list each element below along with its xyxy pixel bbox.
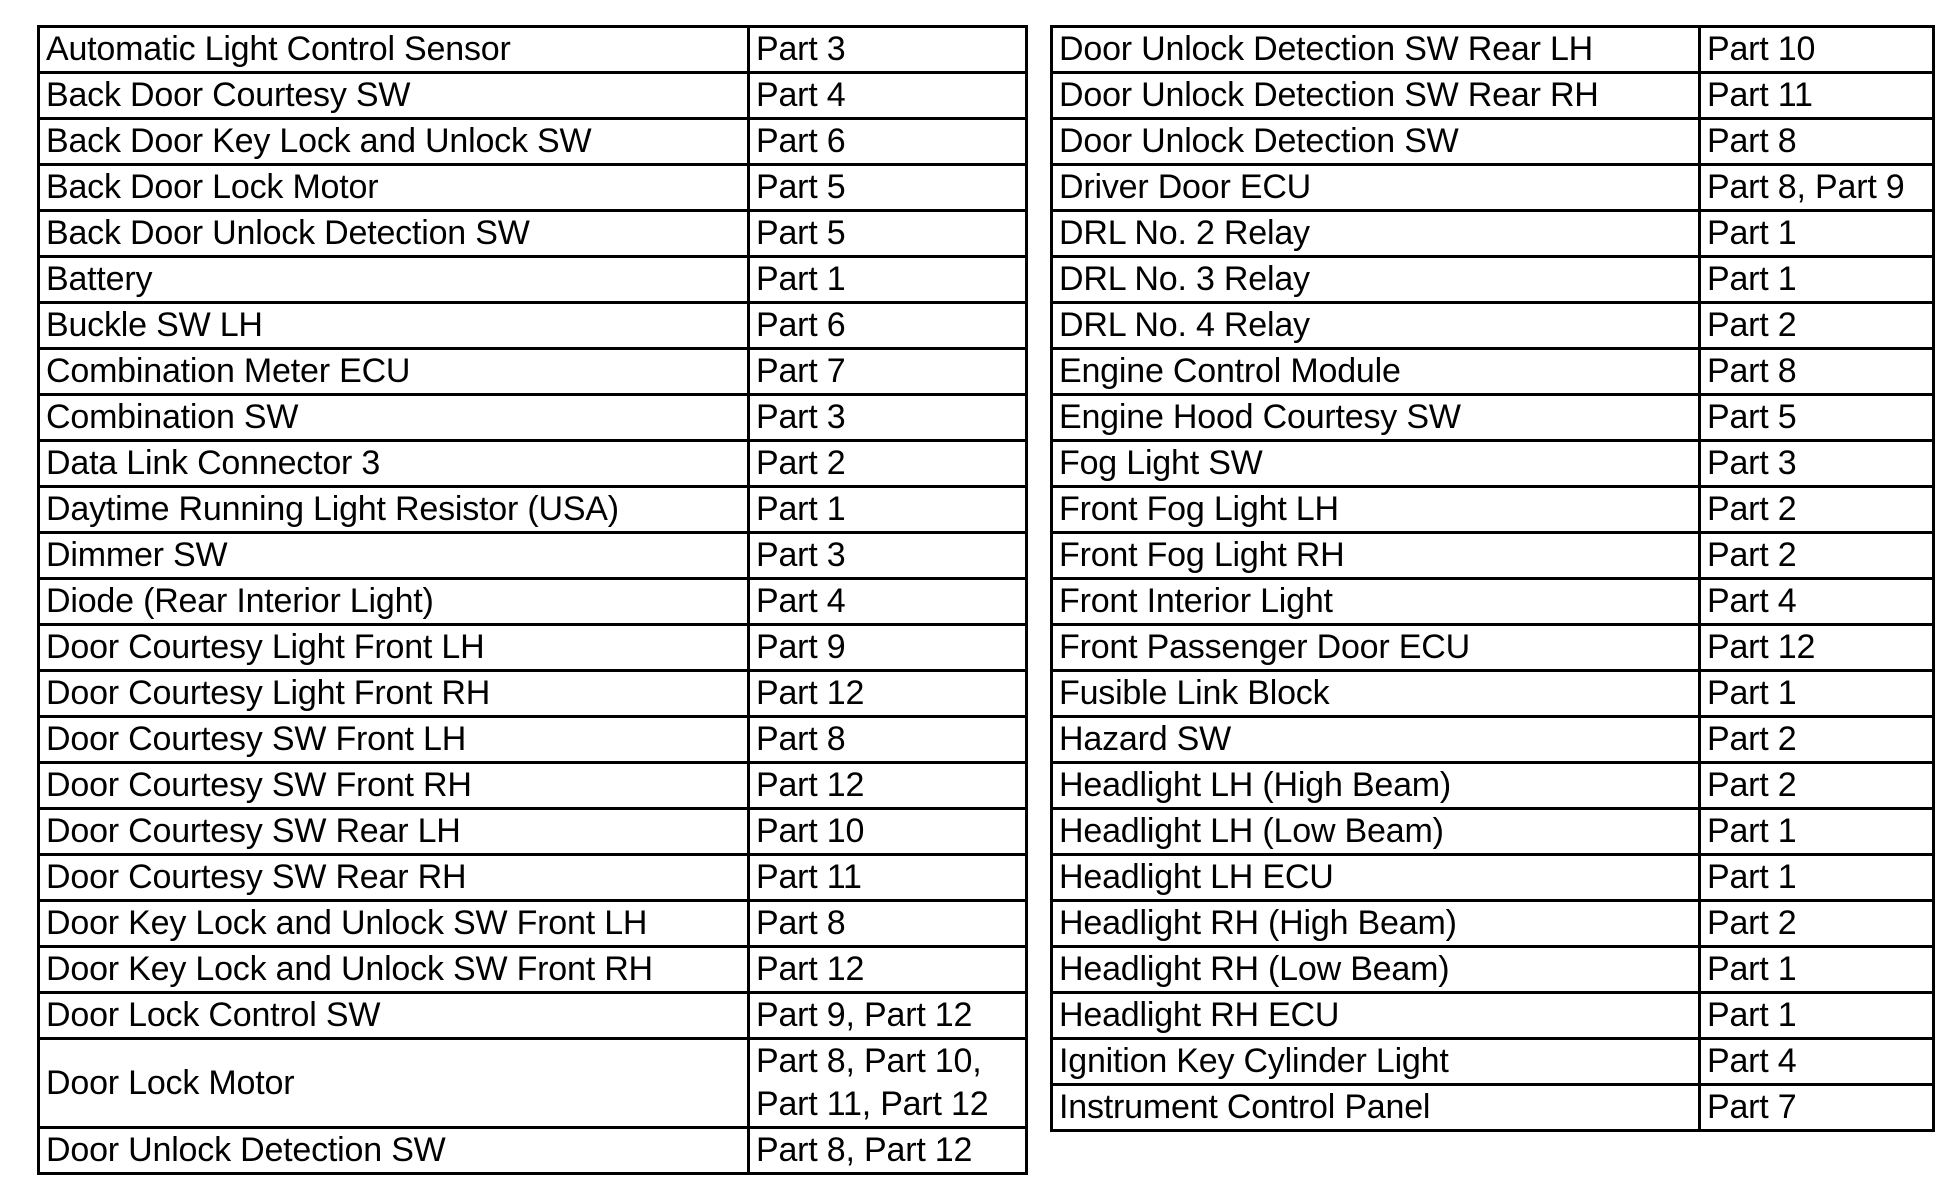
table-row — [39, 119, 1027, 165]
table-row — [39, 855, 1027, 901]
table-row — [39, 671, 1027, 717]
component-name-cell: Front Interior Light — [1052, 579, 1700, 625]
part-reference-cell: Part 8 — [1700, 119, 1934, 165]
component-name-cell: Diode (Rear Interior Light) — [39, 579, 749, 625]
component-name-cell: Headlight LH (Low Beam) — [1052, 809, 1700, 855]
table-row — [1052, 579, 1934, 625]
table-body-right — [1052, 27, 1934, 1131]
component-name-cell: Automatic Light Control Sensor — [39, 27, 749, 73]
part-reference-cell: Part 10 — [749, 809, 1027, 855]
part-reference-cell: Part 2 — [1700, 717, 1934, 763]
part-reference-cell: Part 10 — [1700, 27, 1934, 73]
table-row — [1052, 349, 1934, 395]
component-name-cell: Door Courtesy SW Rear RH — [39, 855, 749, 901]
table-row — [39, 395, 1027, 441]
component-name-cell: Headlight LH (High Beam) — [1052, 763, 1700, 809]
part-reference-cell: Part 11 — [1700, 73, 1934, 119]
table-row — [39, 27, 1027, 73]
table-row — [1052, 441, 1934, 487]
table-row — [39, 349, 1027, 395]
part-reference-cell: Part 1 — [1700, 211, 1934, 257]
component-name-cell: Driver Door ECU — [1052, 165, 1700, 211]
component-name-cell: Daytime Running Light Resistor (USA) — [39, 487, 749, 533]
component-name-cell: Data Link Connector 3 — [39, 441, 749, 487]
component-name-cell: Door Unlock Detection SW — [39, 1128, 749, 1174]
part-reference-cell: Part 5 — [1700, 395, 1934, 441]
component-name-cell: Front Fog Light RH — [1052, 533, 1700, 579]
component-name-cell: Door Unlock Detection SW Rear RH — [1052, 73, 1700, 119]
component-name-cell: Back Door Key Lock and Unlock SW — [39, 119, 749, 165]
component-name-cell: Door Unlock Detection SW — [1052, 119, 1700, 165]
component-name-cell: Back Door Lock Motor — [39, 165, 749, 211]
table-row — [1052, 993, 1934, 1039]
part-reference-cell: Part 1 — [749, 257, 1027, 303]
table-row — [39, 763, 1027, 809]
component-name-cell: Ignition Key Cylinder Light — [1052, 1039, 1700, 1085]
table-row — [1052, 395, 1934, 441]
component-name-cell: Back Door Courtesy SW — [39, 73, 749, 119]
table-row — [1052, 901, 1934, 947]
component-name-cell: Door Key Lock and Unlock SW Front LH — [39, 901, 749, 947]
table-row — [1052, 809, 1934, 855]
component-name-cell: Back Door Unlock Detection SW — [39, 211, 749, 257]
component-name-cell: Engine Hood Courtesy SW — [1052, 395, 1700, 441]
part-reference-cell: Part 2 — [1700, 303, 1934, 349]
table-row — [39, 73, 1027, 119]
part-reference-cell: Part 8, Part 12 — [749, 1128, 1027, 1174]
part-reference-cell: Part 2 — [1700, 901, 1934, 947]
table-row — [1052, 211, 1934, 257]
part-reference-cell: Part 1 — [1700, 947, 1934, 993]
component-name-cell: Fog Light SW — [1052, 441, 1700, 487]
part-reference-cell: Part 4 — [749, 73, 1027, 119]
part-reference-cell: Part 2 — [1700, 533, 1934, 579]
component-name-cell: Door Lock Motor — [39, 1039, 749, 1128]
part-reference-cell: Part 5 — [749, 211, 1027, 257]
component-name-cell: Front Passenger Door ECU — [1052, 625, 1700, 671]
component-name-cell: Door Lock Control SW — [39, 993, 749, 1039]
component-name-cell: Door Key Lock and Unlock SW Front RH — [39, 947, 749, 993]
part-reference-cell: Part 1 — [1700, 855, 1934, 901]
table-row — [39, 211, 1027, 257]
component-name-cell: Battery — [39, 257, 749, 303]
table-row — [39, 257, 1027, 303]
table-row — [39, 579, 1027, 625]
part-reference-cell: Part 2 — [1700, 763, 1934, 809]
part-reference-cell: Part 2 — [1700, 487, 1934, 533]
part-reference-cell: Part 1 — [1700, 993, 1934, 1039]
table-row — [39, 993, 1027, 1039]
part-reference-cell: Part 12 — [749, 671, 1027, 717]
part-reference-cell: Part 12 — [749, 947, 1027, 993]
component-name-cell: Door Courtesy Light Front LH — [39, 625, 749, 671]
part-reference-cell: Part 5 — [749, 165, 1027, 211]
part-reference-cell: Part 1 — [1700, 671, 1934, 717]
part-reference-cell: Part 1 — [749, 487, 1027, 533]
table-row — [39, 1128, 1027, 1174]
table-row — [1052, 303, 1934, 349]
component-name-cell: Dimmer SW — [39, 533, 749, 579]
part-reference-cell: Part 12 — [749, 763, 1027, 809]
table-body-left — [39, 27, 1027, 1174]
part-reference-cell: Part 7 — [1700, 1085, 1934, 1131]
part-reference-cell: Part 8 — [749, 717, 1027, 763]
table-row — [39, 487, 1027, 533]
table-row — [1052, 27, 1934, 73]
part-reference-cell: Part 3 — [749, 27, 1027, 73]
component-name-cell: Hazard SW — [1052, 717, 1700, 763]
part-reference-cell: Part 9 — [749, 625, 1027, 671]
table-row — [39, 1039, 1027, 1128]
table-row — [1052, 165, 1934, 211]
table-row — [39, 533, 1027, 579]
part-reference-cell: Part 4 — [1700, 1039, 1934, 1085]
component-name-cell: Door Courtesy SW Rear LH — [39, 809, 749, 855]
part-reference-cell: Part 6 — [749, 119, 1027, 165]
part-reference-cell: Part 8, Part 9 — [1700, 165, 1934, 211]
table-row — [1052, 1085, 1934, 1131]
component-name-cell: Headlight LH ECU — [1052, 855, 1700, 901]
table-row — [39, 165, 1027, 211]
table-row — [1052, 533, 1934, 579]
component-name-cell: Door Courtesy SW Front LH — [39, 717, 749, 763]
table-row — [1052, 717, 1934, 763]
table-row — [1052, 763, 1934, 809]
part-reference-cell: Part 6 — [749, 303, 1027, 349]
table-row — [39, 625, 1027, 671]
component-name-cell: Engine Control Module — [1052, 349, 1700, 395]
component-name-cell: Headlight RH (High Beam) — [1052, 901, 1700, 947]
component-name-cell: Headlight RH ECU — [1052, 993, 1700, 1039]
table-row — [1052, 671, 1934, 717]
table-row — [39, 717, 1027, 763]
component-name-cell: Door Unlock Detection SW Rear LH — [1052, 27, 1700, 73]
part-reference-cell: Part 8, Part 10, Part 11, Part 12 — [749, 1039, 1027, 1128]
component-name-cell: DRL No. 3 Relay — [1052, 257, 1700, 303]
table-row — [1052, 487, 1934, 533]
component-name-cell: Door Courtesy Light Front RH — [39, 671, 749, 717]
component-name-cell: Fusible Link Block — [1052, 671, 1700, 717]
component-name-cell: Combination SW — [39, 395, 749, 441]
component-name-cell: Door Courtesy SW Front RH — [39, 763, 749, 809]
component-name-cell: DRL No. 2 Relay — [1052, 211, 1700, 257]
part-reference-cell: Part 1 — [1700, 809, 1934, 855]
component-name-cell: DRL No. 4 Relay — [1052, 303, 1700, 349]
component-name-cell: Instrument Control Panel — [1052, 1085, 1700, 1131]
part-reference-cell: Part 3 — [1700, 441, 1934, 487]
component-name-cell: Buckle SW LH — [39, 303, 749, 349]
part-reference-cell: Part 4 — [1700, 579, 1934, 625]
component-index-table-left — [37, 25, 1028, 1175]
table-row — [1052, 855, 1934, 901]
table-row — [1052, 1039, 1934, 1085]
part-reference-cell: Part 2 — [749, 441, 1027, 487]
table-row — [39, 901, 1027, 947]
part-reference-cell: Part 1 — [1700, 257, 1934, 303]
table-row — [1052, 73, 1934, 119]
part-reference-cell: Part 8 — [1700, 349, 1934, 395]
part-reference-cell: Part 3 — [749, 395, 1027, 441]
table-row — [1052, 119, 1934, 165]
table-row — [1052, 257, 1934, 303]
part-reference-cell: Part 12 — [1700, 625, 1934, 671]
part-reference-cell: Part 4 — [749, 579, 1027, 625]
table-row — [39, 303, 1027, 349]
component-name-cell: Headlight RH (Low Beam) — [1052, 947, 1700, 993]
table-row — [39, 441, 1027, 487]
component-index-table-right — [1050, 25, 1935, 1132]
part-reference-cell: Part 8 — [749, 901, 1027, 947]
table-row — [1052, 625, 1934, 671]
part-reference-cell: Part 3 — [749, 533, 1027, 579]
table-row — [1052, 947, 1934, 993]
table-row — [39, 809, 1027, 855]
part-reference-cell: Part 7 — [749, 349, 1027, 395]
table-row — [39, 947, 1027, 993]
part-reference-cell: Part 11 — [749, 855, 1027, 901]
component-name-cell: Combination Meter ECU — [39, 349, 749, 395]
part-reference-cell: Part 9, Part 12 — [749, 993, 1027, 1039]
component-name-cell: Front Fog Light LH — [1052, 487, 1700, 533]
